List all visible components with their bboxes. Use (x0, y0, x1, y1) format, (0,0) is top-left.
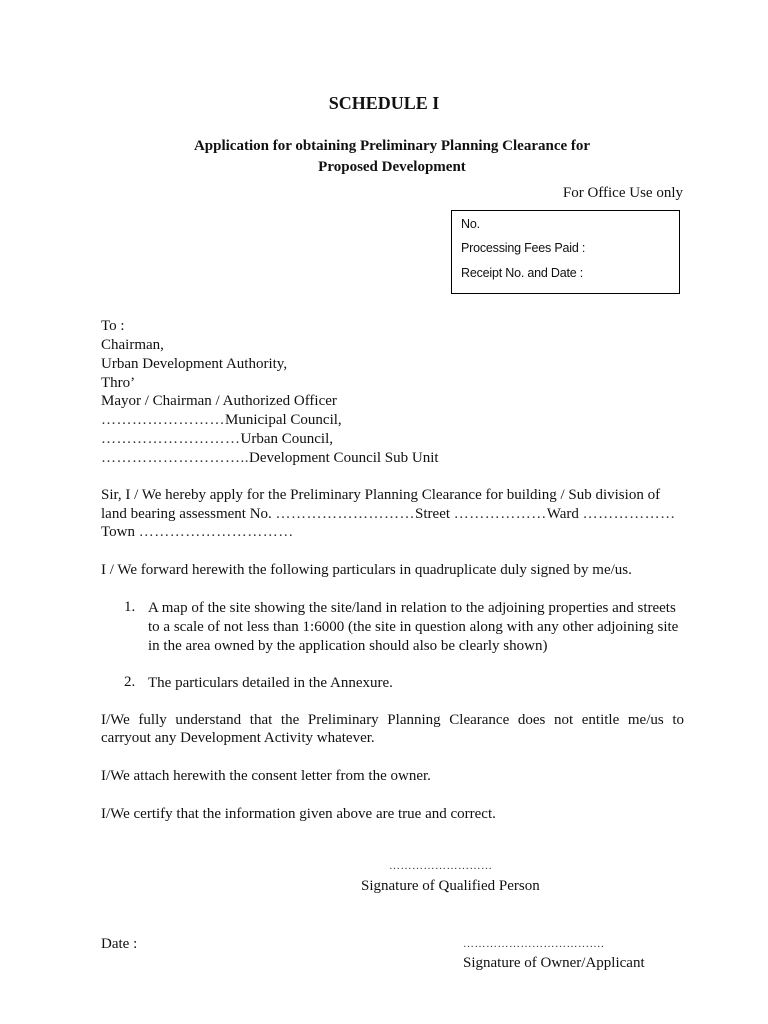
office-use-box (451, 210, 680, 294)
address-to: To : (101, 318, 125, 334)
subtitle-line-2: Proposed Development (318, 159, 466, 175)
office-box-fees: Processing Fees Paid : (461, 241, 586, 255)
list-item-1-line-2: to a scale of not less than 1:6000 (the site in question along with any other adjoining site (148, 619, 679, 635)
list-item-1-line-1: A map of the site showing the site/land in relation to the adjoining properties and streets (148, 600, 676, 616)
town-blank: ………………………… (138, 524, 294, 540)
assessment-label: land bearing assessment No. (101, 506, 276, 522)
request-line-3 (101, 523, 294, 542)
certify-text: I/We certify that the information given above are true and correct. (101, 806, 496, 822)
list-item-1-line-3: in the area owned by the application should also be clearly shown) (148, 638, 548, 654)
address-chairman: Chairman, (101, 337, 164, 353)
subtitle-line-1: Application for obtaining Preliminary Planning Clearance for (193, 138, 591, 154)
urban-blank: ……………………… (101, 431, 241, 447)
office-box-no: No. (461, 217, 480, 231)
address-uda: Urban Development Authority, (101, 356, 288, 372)
town-label: Town (101, 524, 139, 540)
street-blank: ……………… (453, 506, 547, 522)
address-municipal-line (101, 411, 342, 430)
understand-line-1: I/We fully understand that the Preliminary Planning Clearance does not entitle me/us to (101, 712, 684, 728)
ward-label: Ward (546, 506, 583, 522)
date-label: Date : (101, 936, 138, 952)
address-dev-line (101, 449, 439, 468)
address-thro: Thro’ (101, 375, 136, 391)
forward-text: I / We forward herewith the following particulars in quadruplicate duly signed by me/us. (101, 562, 632, 578)
list-item-1-text (148, 599, 688, 656)
understand-line-2: carryout any Development Activity whatever. (101, 730, 375, 746)
street-label: Street (415, 506, 454, 522)
assessment-blank: ……………………… (275, 506, 416, 522)
qualified-signature-label: Signature of Qualified Person (361, 878, 540, 894)
request-line-1: Sir, I / We hereby apply for the Preliminary Planning Clearance for building / Sub division of (101, 487, 661, 503)
urban-label: Urban Council, (240, 431, 333, 447)
attach-text: I/We attach herewith the consent letter from the owner. (101, 768, 431, 784)
dev-label: Development Council Sub Unit (249, 450, 439, 466)
list-item-2-number: 2. (124, 674, 136, 690)
dev-blank: ……………………….. (101, 450, 249, 466)
page-subtitle (0, 136, 768, 178)
request-line-2 (101, 505, 676, 524)
ward-blank: ……………… (582, 506, 676, 522)
municipal-blank: …………………… (101, 412, 225, 428)
list-item-1-number: 1. (124, 599, 136, 615)
address-mayor: Mayor / Chairman / Authorized Officer (101, 393, 337, 409)
municipal-label: Municipal Council, (225, 412, 342, 428)
page-title: SCHEDULE I (328, 93, 440, 113)
list-item-2-text: The particulars detailed in the Annexure. (148, 675, 393, 691)
address-urban-line (101, 430, 333, 449)
owner-signature-label: Signature of Owner/Applicant (463, 955, 645, 971)
office-use-label: For Office Use only (562, 185, 683, 201)
office-box-receipt: Receipt No. and Date : (461, 266, 584, 280)
owner-signature-blank: ………………………………. (463, 938, 605, 950)
qualified-signature-blank: ……………………… (389, 860, 493, 872)
